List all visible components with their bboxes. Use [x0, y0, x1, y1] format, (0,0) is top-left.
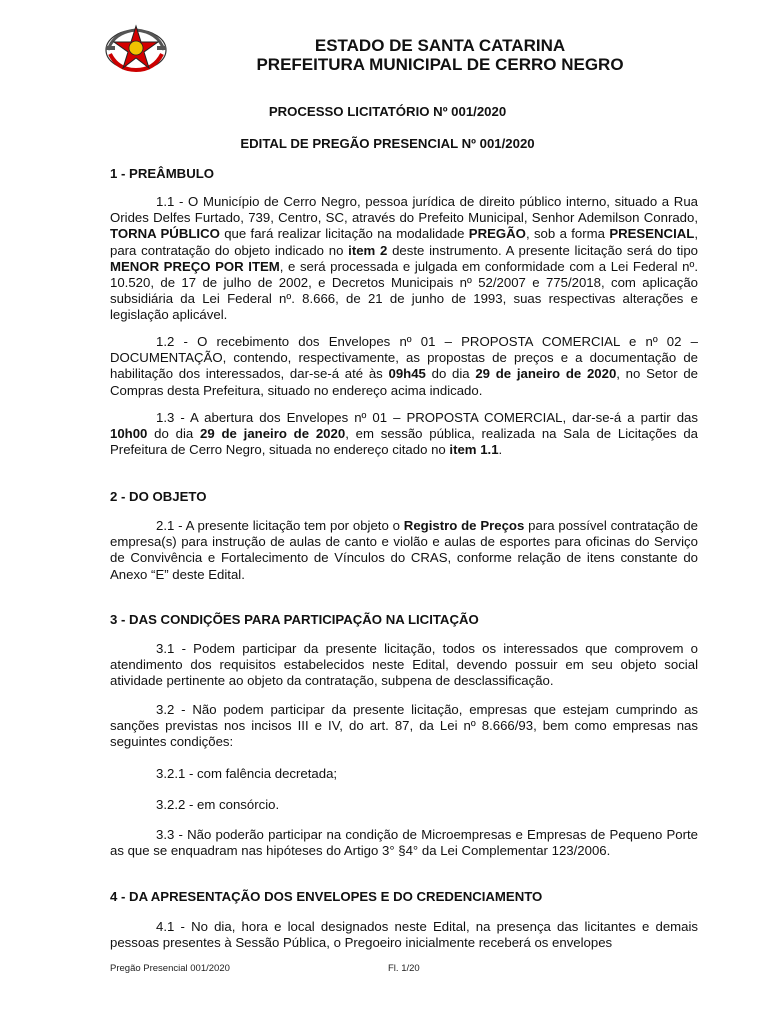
- item-3-2-1: 3.2.1 - com falência decretada;: [156, 766, 338, 781]
- paragraph-1-1: 1.1 - O Município de Cerro Negro, pessoa jurídica de direito público interno, situado a Rua Orides Delfes Furtado, 739, Centro, SC, através do Prefeito Municipal, Senhor Ademilson Conrado, TORNA PÚBLICO que fará realizar licitação na modalidade PREGÃO, sob a forma PRESENCIAL, para contratação do objeto indicado no item 2 deste instrumento. A presente licitação será do tipo MENOR PREÇO POR ITEM, e será processada e julgada em conformidade com a Lei Federal nº. 10.520, de 17 de julho de 2002, e Decretos Municipais nº 52/2007 e 775/2018, com aplicação subsidiária da Lei Federal nº. 8.666, de 21 de junho de 1993, suas respectivas alterações e legislação aplicável.: [110, 194, 698, 323]
- process-title: PROCESSO LICITATÓRIO Nº 001/2020: [268, 104, 507, 119]
- section-2-heading: 2 - DO OBJETO: [110, 489, 207, 504]
- paragraph-1-2: 1.2 - O recebimento dos Envelopes nº 01 – PROPOSTA COMERCIAL e nº 02 – DOCUMENTAÇÃO, contendo, respectivamente, as propostas de preços e a documentação de habilitação dos interessados, dar-se-á até às 09h45 do dia 29 de janeiro de 2020, no Setor de Compras desta Prefeitura, situado no endereço acima indicado.: [110, 334, 698, 398]
- paragraph-4-1: 4.1 - No dia, hora e local designados neste Edital, na presença das licitantes e demais pessoas presentes à Sessão Pública, o Pregoeiro inicialmente receberá os envelopes: [110, 919, 698, 951]
- section-3-heading: 3 - DAS CONDIÇÕES PARA PARTICIPAÇÃO NA LICITAÇÃO: [110, 612, 479, 627]
- edital-title: EDITAL DE PREGÃO PRESENCIAL Nº 001/2020: [240, 136, 535, 151]
- paragraph-1-3: 1.3 - A abertura dos Envelopes nº 01 – PROPOSTA COMERCIAL, dar-se-á a partir das 10h00 do dia 29 de janeiro de 2020, em sessão pública, realizada na Sala de Licitações da Prefeitura de Cerro Negro, situada no endereço citado no item 1.1.: [110, 410, 698, 458]
- paragraph-3-1: 3.1 - Podem participar da presente licitação, todos os interessados que comprovem o atendimento dos requisitos estabelecidos neste Edital, devendo possuir em seu objeto social atividade pertinente ao objeto da contratação, subpena de desclassificação.: [110, 641, 698, 689]
- section-1-heading: 1 - PREÂMBULO: [110, 166, 215, 181]
- footer-document-ref: Pregão Presencial 001/2020: [110, 963, 230, 974]
- paragraph-3-2: 3.2 - Não podem participar da presente licitação, empresas que estejam cumprindo as sanções previstas nos incisos III e IV, do art. 87, da Lei nº 8.666/93, bem como empresas nas seguintes condições:: [110, 702, 698, 750]
- document-header: [170, 36, 710, 74]
- municipal-crest-icon: [104, 20, 168, 78]
- item-3-2-2: 3.2.2 - em consórcio.: [156, 797, 280, 812]
- state-name: ESTADO DE SANTA CATARINA: [314, 36, 566, 55]
- paragraph-3-3: 3.3 - Não poderão participar na condição de Microempresas e Empresas de Pequeno Porte as que se enquadram nas hipóteses do Artigo 3° §4° da Lei Complementar 123/2006.: [110, 827, 698, 859]
- municipality-name: PREFEITURA MUNICIPAL DE CERRO NEGRO: [256, 55, 624, 74]
- footer-page-number: Fl. 1/20: [388, 963, 420, 974]
- paragraph-2-1: 2.1 - A presente licitação tem por objeto o Registro de Preços para possível contratação de empresa(s) para instrução de aulas de canto e violão e aulas de esportes para oficinas do Serviço de Convivência e Fortalecimento de Vínculos do CRAS, conforme relação de itens constante do Anexo “E” deste Edital.: [110, 518, 698, 582]
- section-4-heading: 4 - DA APRESENTAÇÃO DOS ENVELOPES E DO CREDENCIAMENTO: [110, 889, 543, 904]
